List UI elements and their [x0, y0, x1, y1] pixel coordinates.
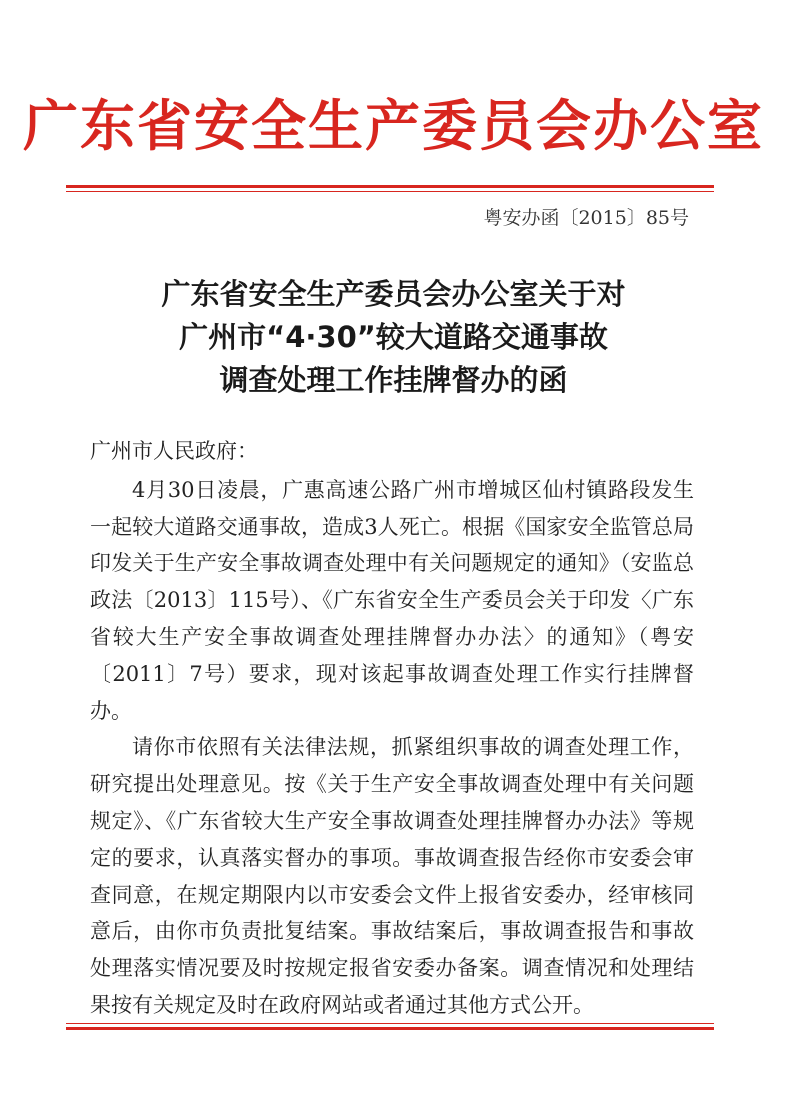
letter-body [90, 433, 694, 1024]
salutation: 广州市人民政府： [90, 439, 258, 463]
document-title [0, 273, 787, 402]
body-paragraph-2: 请你市依照有关法律法规，抓紧组织事故的调查处理工作，研究提出处理意见。按《关于生产安全事故调查处理中有关问题规定》、《广东省较大生产安全事故调查处理挂牌督办办法》等规定的要求，认真落实督办的事项。事故调查报告经你市安委会审查同意，在规定期限内以市安委会文件上报省安委办，经审核同意后，由你市负责批复结案。事故结案后，事故调查报告和事故处理落实情况要及时按规定报省安委办备案。调查情况和处理结果按有关规定及时在政府网站或者通过其他方式公开。 [90, 735, 694, 1017]
header-rule-thick [66, 185, 714, 188]
body-paragraph-1: 4月30日凌晨，广惠高速公路广州市增城区仙村镇路段发生一起较大道路交通事故，造成3人死亡。根据《国家安全监管总局印发关于生产安全事故调查处理中有关问题规定的通知》（安监总政法〔2013〕115号）、《广东省安全生产委员会关于印发〈广东省较大生产安全事故调查处理挂牌督办办法〉的通知》（粤安〔2011〕7号）要求，现对该起事故调查处理工作实行挂牌督办。 [90, 477, 694, 723]
title-line-1: 广东省安全生产委员会办公室关于对 [161, 277, 626, 311]
title-line-2: 广州市“4·30”较大道路交通事故 [179, 320, 608, 354]
org-header-title: 广东省安全生产委员会办公室 [22, 93, 764, 158]
footer-rule-thin [66, 1023, 714, 1024]
footer-rule-thick [66, 1027, 714, 1030]
title-line-3: 调查处理工作挂牌督办的函 [219, 363, 568, 397]
document-number: 粤安办函〔2015〕85号 [483, 207, 689, 229]
header-rule-thin [66, 191, 714, 192]
